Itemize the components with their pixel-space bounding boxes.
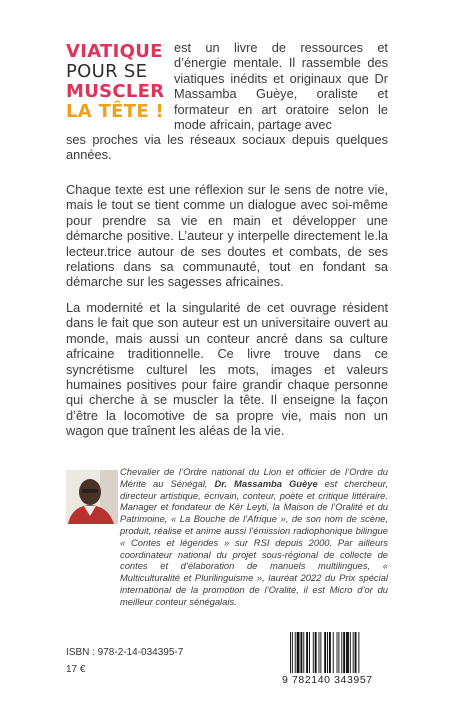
title-line-2: POUR SE <box>66 61 148 82</box>
author-bio <box>120 466 388 608</box>
price: 17 € <box>66 664 86 675</box>
summary-paragraph-2: Chaque texte est une réflexion sur le sens de notre vie, mais le tout se tient comme un dialogue avec soi-même pour prendre sa vie en main et développer une démarche positive. L’auteur y interpelle directement le.la lecteur.trice autour de ses doutes et combats, de ses relations dans sa communauté, tout en fondant sa démarche sur les sagesses africaines. <box>66 182 388 290</box>
author-name: Dr. Massamba Guèye <box>214 477 318 489</box>
intro-text-side: est un livre de ressources et d’énergie mentale. Il rassemble des viatiques inédits et originaux que Dr Massamba Guèye, oraliste et formateur en art oratoire selon le mode africain, partage avec <box>174 40 388 133</box>
summary-paragraph-3: La modernité et la singularité de cet ouvrage résident dans le fait que son auteur est un universitaire ouvert au monde, mais aussi un conteur ancré dans sa culture africaine traditionnelle. Ce livre trouve dans ce syncrétisme culturel les mots, images et valeurs humaines positives pour faire grandir chaque personne qui cherche à se muscler la tête. Il enseigne la façon d’être la locomotive de sa propre vie, mais non un wagon que traînent les aléas de la vie. <box>66 300 388 439</box>
book-title <box>66 42 170 122</box>
barcode <box>288 632 390 680</box>
title-line-4: LA TÊTE ! <box>66 101 164 122</box>
author-photo <box>66 470 118 524</box>
bio-part-1: Chevalier de l’Ordre national du Lion et officier de l’Ordre du Mérite au Sénégal, <box>120 466 388 489</box>
intro-text-full: ses proches via les réseaux sociaux depuis quelques années. <box>66 132 388 163</box>
bio-part-2: est chercheur, directeur artistique, écrivain, conteur, poète et critique littéraire. Manager et fondateur de Kër Leyti, la Maison de l’Oralité et du Patrimoine, « La Bouche de l’Afrique », de son nom de scène, produit, réalise et anime aussi l’émission radiophonique bilingue « Contes et légendes » sur RSI depuis 2000. Par ailleurs coordinateur national du projet sous-régional de collecte de contes et d’élaboration de manuels multilingues, « Multiculturalité et Plurilinguisme », lauréat 2022 du Prix spécial international de la promotion de l’Oralité, il est Micro d’or du meilleur conteur sénégalais. <box>120 477 388 607</box>
isbn: ISBN : 978-2-14-034395-7 <box>66 647 184 658</box>
title-line-3: MUSCLER <box>66 81 165 102</box>
barcode-digits: 9 782140 343957 <box>282 674 373 686</box>
title-line-1: VIATIQUE <box>66 41 163 62</box>
